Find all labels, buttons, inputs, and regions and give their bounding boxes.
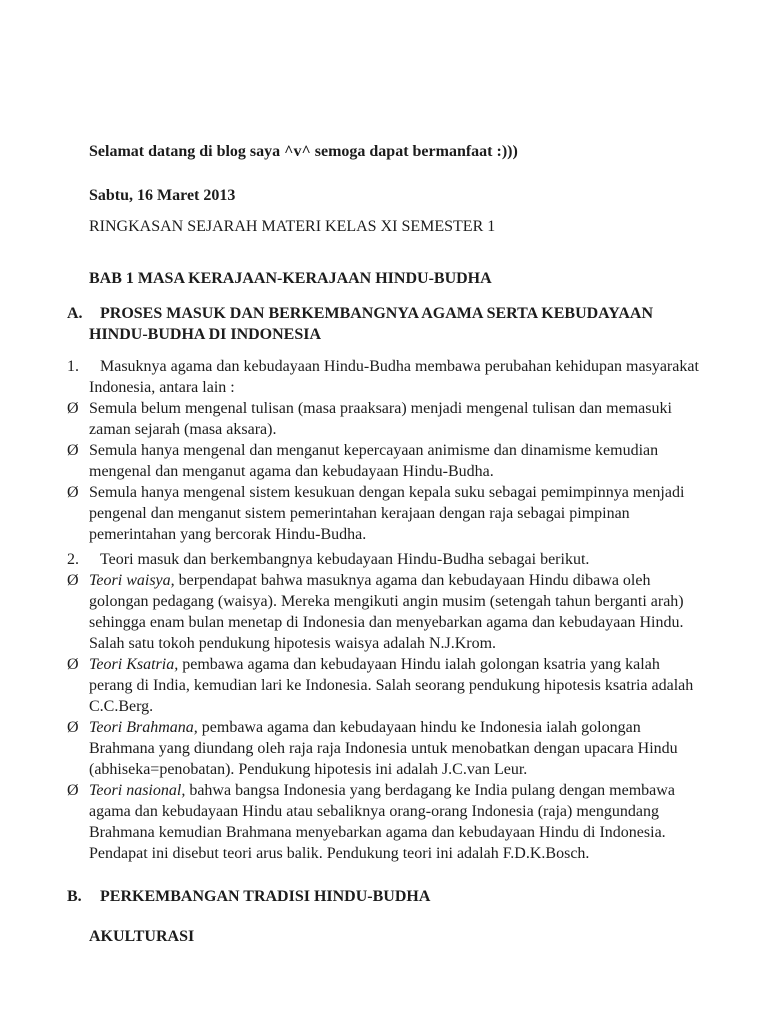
numbered-item-2-text: Teori masuk dan berkembangnya kebudayaan Hindu-Budha sebagai berikut. bbox=[100, 551, 590, 568]
section-a-label: A. bbox=[67, 305, 83, 322]
theory-name: Teori nasional, bbox=[89, 782, 186, 799]
list-item-theory-nasional bbox=[67, 780, 700, 864]
section-a-heading bbox=[67, 303, 700, 345]
section-b-label: B. bbox=[67, 888, 82, 905]
bullet-marker: Ø bbox=[67, 719, 79, 736]
bullet-text: Semula hanya mengenal dan menganut kepercayaan animisme dan dinamisme kemudian mengenal dan menganut agama dan kebudayaan Hindu-Budha. bbox=[89, 442, 659, 480]
bullet-text: Semula belum mengenal tulisan (masa praaksara) menjadi mengenal tulisan dan memasuki zaman sejarah (masa aksara). bbox=[89, 400, 672, 438]
numbered-item-1-marker: 1. bbox=[67, 358, 79, 375]
bullet-marker: Ø bbox=[67, 442, 79, 459]
numbered-item-1-text: Masuknya agama dan kebudayaan Hindu-Budha membawa perubahan kehidupan masyarakat Indonesia, antara lain : bbox=[89, 358, 699, 396]
theory-description: berpendapat bahwa masuknya agama dan kebudayaan Hindu dibawa oleh golongan pedagang (waisya). Mereka mengikuti angin musim (setengah tahun berganti arah) sehingga enam bulan menetap di Indonesia dan menyebarkan agama dan kebudayaan Hindu. Salah satu tokoh pendukung hipotesis waisya adalah N.J.Krom. bbox=[89, 572, 684, 652]
theory-description: bahwa bangsa Indonesia yang berdagang ke India pulang dengan membawa agama dan kebudayaan Hindu atau sebaliknya orang-orang Indonesia (raja) mengundang Brahmana kemudian Brahmana menyebarkan agama dan kebudayaan Hindu di Indonesia. Pendapat ini disebut teori arus balik. Pendukung teori ini adalah F.D.K.Bosch. bbox=[89, 782, 675, 862]
numbered-item-2-marker: 2. bbox=[67, 551, 79, 568]
bullet-marker: Ø bbox=[67, 484, 79, 501]
list-item-theory-brahmana bbox=[67, 717, 700, 780]
bullet-marker: Ø bbox=[67, 782, 79, 799]
list-item bbox=[67, 398, 700, 440]
numbered-item-1 bbox=[67, 356, 700, 398]
welcome-line: Selamat datang di blog saya ^v^ semoga dapat bermanfaat :))) bbox=[89, 143, 518, 160]
bullet-marker: Ø bbox=[67, 400, 79, 417]
section-a-title: PROSES MASUK DAN BERKEMBANGNYA AGAMA SERTA KEBUDAYAAN HINDU-BUDHA DI INDONESIA bbox=[89, 305, 654, 343]
akulturasi-subheading: AKULTURASI bbox=[89, 928, 195, 945]
theory-name: Teori waisya, bbox=[89, 572, 175, 589]
list-item bbox=[67, 440, 700, 482]
bullet-marker: Ø bbox=[67, 572, 79, 589]
theory-name: Teori Ksatria, bbox=[89, 656, 179, 673]
section-b-heading bbox=[67, 886, 700, 907]
list-item bbox=[67, 482, 700, 545]
theory-description: pembawa agama dan kebudayaan Hindu ialah golongan ksatria yang kalah perang di India, kemudian lari ke Indonesia. Salah seorang pendukung hipotesis ksatria adalah C.C.Berg. bbox=[89, 656, 694, 715]
bullet-text: Semula hanya mengenal sistem kesukuan dengan kepala suku sebagai pemimpinnya menjadi pengenal dan menganut sistem pemerintahan kerajaan dengan raja sebagai pimpinan pemerintahan yang bercorak Hindu-Budha. bbox=[89, 484, 685, 543]
chapter-title: BAB 1 MASA KERAJAAN-KERAJAAN HINDU-BUDHA bbox=[89, 270, 492, 287]
list-item-theory-ksatria bbox=[67, 654, 700, 717]
list-item-theory-waisya bbox=[67, 570, 700, 654]
date-line: Sabtu, 16 Maret 2013 bbox=[89, 187, 236, 204]
document-subtitle: RINGKASAN SEJARAH MATERI KELAS XI SEMESTER 1 bbox=[89, 218, 496, 235]
theory-name: Teori Brahmana, bbox=[89, 719, 198, 736]
theory-description: pembawa agama dan kebudayaan hindu ke Indonesia ialah golongan Brahmana yang diundang oleh raja raja Indonesia untuk menobatkan dengan upacara Hindu (abhiseka=penobatan). Pendukung hipotesis ini adalah J.C.van Leur. bbox=[89, 719, 678, 778]
numbered-item-2 bbox=[67, 549, 700, 570]
section-b-title: PERKEMBANGAN TRADISI HINDU-BUDHA bbox=[100, 888, 431, 905]
bullet-marker: Ø bbox=[67, 656, 79, 673]
